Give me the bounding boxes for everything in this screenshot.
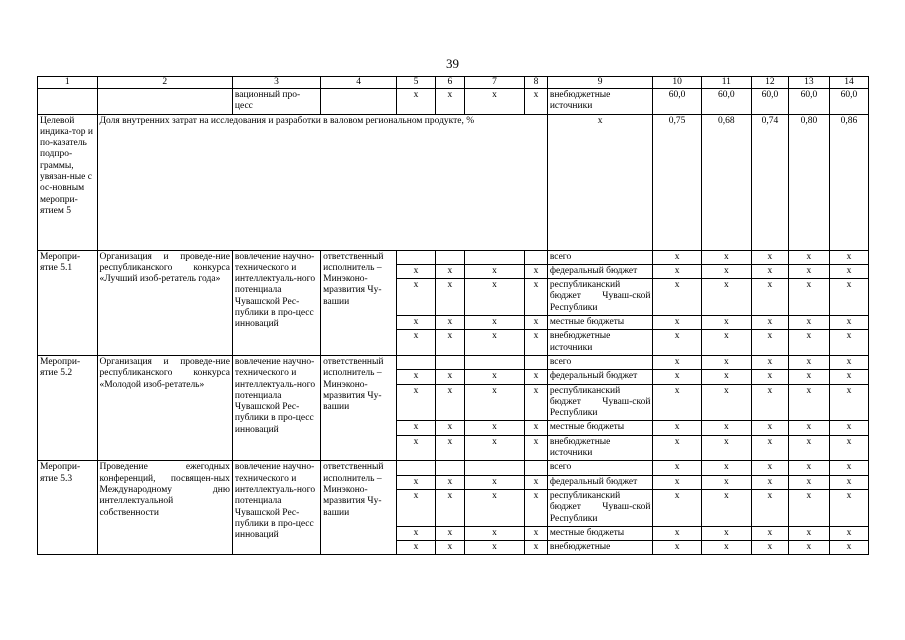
mark-cell: x xyxy=(436,475,465,489)
mark-cell: x xyxy=(464,421,525,435)
column-number: 10 xyxy=(653,77,701,89)
value-cell: x xyxy=(751,526,788,540)
mark-cell: x xyxy=(464,384,525,421)
column-number: 1 xyxy=(38,77,98,89)
value-cell: x xyxy=(701,421,751,435)
value-cell: x xyxy=(653,489,701,526)
value-cell: x xyxy=(653,330,701,356)
mark-cell: x xyxy=(464,526,525,540)
value-cell: x xyxy=(788,541,829,555)
mark-cell: x xyxy=(436,541,465,555)
table-row xyxy=(38,461,869,475)
mark-cell: x xyxy=(464,475,525,489)
mark-cell: x xyxy=(525,526,548,540)
value-cell: x xyxy=(788,316,829,330)
value-cell: 0,80 xyxy=(788,114,829,250)
header-row xyxy=(38,77,869,89)
funding-source: федеральный бюджет xyxy=(547,264,653,278)
value-cell: x xyxy=(829,541,868,555)
column-number: 8 xyxy=(525,77,548,89)
value-cell: x xyxy=(653,435,701,461)
value-cell: x xyxy=(701,279,751,316)
column-number: 4 xyxy=(321,77,397,89)
value-cell: x xyxy=(829,264,868,278)
mark-cell: x xyxy=(525,264,548,278)
column-number: 7 xyxy=(464,77,525,89)
mark-cell: x xyxy=(397,541,436,555)
value-cell: 60,0 xyxy=(653,89,701,115)
funding-source: внебюджетные источники xyxy=(547,330,653,356)
value-cell: x xyxy=(751,461,788,475)
activity-label: Меропри-ятие 5.3 xyxy=(38,461,98,555)
activity-goal: вовлечение научно-технического и интеллектуаль-ного потенциала Чувашской Рес-публики в про-цесс инноваций xyxy=(232,250,320,355)
value-cell: x xyxy=(788,250,829,264)
value-cell: x xyxy=(788,384,829,421)
program-table xyxy=(37,76,869,555)
value-cell: x xyxy=(701,330,751,356)
mark-cell: x xyxy=(525,279,548,316)
value-cell: 60,0 xyxy=(751,89,788,115)
mark-cell xyxy=(436,461,465,475)
value-cell: x xyxy=(701,461,751,475)
activity-name: Проведение ежегодных конференций, посвящен-ных Международному дню интеллектуальной собственности xyxy=(97,461,232,555)
value-cell: x xyxy=(701,475,751,489)
value-cell: 60,0 xyxy=(829,89,868,115)
value-cell: x xyxy=(653,384,701,421)
mark-cell: x xyxy=(436,526,465,540)
mark-cell: x xyxy=(436,435,465,461)
mark-cell: x xyxy=(436,330,465,356)
table-row xyxy=(38,89,869,115)
mark-cell: x xyxy=(436,264,465,278)
value-cell: x xyxy=(829,370,868,384)
mark-cell: x xyxy=(436,489,465,526)
value-cell: x xyxy=(788,355,829,369)
mark-cell: x xyxy=(436,384,465,421)
page-number: 39 xyxy=(446,56,459,71)
mark-cell xyxy=(464,250,525,264)
value-cell: x xyxy=(829,279,868,316)
value-cell: x xyxy=(653,541,701,555)
mark-cell: x xyxy=(464,279,525,316)
value-cell: x xyxy=(788,330,829,356)
mark-cell xyxy=(397,461,436,475)
activity-goal: вовлечение научно-технического и интеллектуаль-ного потенциала Чувашской Рес-публики в про-цесс инноваций xyxy=(232,355,320,460)
value-cell: x xyxy=(701,489,751,526)
mark-cell: x xyxy=(525,330,548,356)
funding-source: всего xyxy=(547,355,653,369)
funding-source: республиканский бюджет Чуваш-ской Республики xyxy=(547,279,653,316)
value-cell: x xyxy=(751,250,788,264)
value-cell: 0,86 xyxy=(829,114,868,250)
mark-cell: x xyxy=(397,89,436,115)
mark-cell: x xyxy=(436,316,465,330)
funding-source: местные бюджеты xyxy=(547,316,653,330)
value-cell: x xyxy=(751,541,788,555)
funding-source: местные бюджеты xyxy=(547,421,653,435)
value-cell: x xyxy=(829,475,868,489)
mark-cell: x xyxy=(397,370,436,384)
table-cell: вационный про- цесс xyxy=(232,89,320,115)
column-number: 9 xyxy=(547,77,653,89)
value-cell: x xyxy=(829,461,868,475)
activity-label: Меропри-ятие 5.2 xyxy=(38,355,98,460)
mark-cell: x xyxy=(436,89,465,115)
activity-label: Меропри-ятие 5.1 xyxy=(38,250,98,355)
value-cell: 0,75 xyxy=(653,114,701,250)
mark-cell: x xyxy=(464,330,525,356)
mark-cell xyxy=(397,355,436,369)
value-cell: x xyxy=(701,316,751,330)
mark-cell: x xyxy=(397,384,436,421)
value-cell: x xyxy=(829,421,868,435)
indicator-label: Целевой индика-тор и по-казатель подпро-граммы, увязан-ные с ос-новным меропри-ятием 5 xyxy=(38,114,98,250)
value-cell: x xyxy=(788,370,829,384)
mark-cell: x xyxy=(397,330,436,356)
mark-cell: x xyxy=(464,435,525,461)
funding-source: республиканский бюджет Чуваш-ской Республики xyxy=(547,489,653,526)
value-cell: 60,0 xyxy=(701,89,751,115)
table-cell xyxy=(38,89,98,115)
mark-cell: x xyxy=(525,541,548,555)
funding-source: местные бюджеты xyxy=(547,526,653,540)
column-number: 6 xyxy=(436,77,465,89)
table-row xyxy=(38,355,869,369)
mark-cell xyxy=(464,461,525,475)
value-cell: x xyxy=(788,421,829,435)
value-cell: x xyxy=(751,264,788,278)
value-cell: x xyxy=(701,250,751,264)
value-cell: x xyxy=(653,279,701,316)
value-cell: x xyxy=(829,489,868,526)
value-cell: x xyxy=(751,355,788,369)
column-number: 2 xyxy=(97,77,232,89)
funding-source: внебюджетные источники xyxy=(547,435,653,461)
mark-cell: x xyxy=(525,316,548,330)
mark-cell: x xyxy=(525,384,548,421)
value-cell: x xyxy=(701,435,751,461)
value-cell: 0,68 xyxy=(701,114,751,250)
value-cell: x xyxy=(829,526,868,540)
value-cell: x xyxy=(751,384,788,421)
value-cell: x xyxy=(701,384,751,421)
value-cell: x xyxy=(829,435,868,461)
column-number: 11 xyxy=(701,77,751,89)
value-cell: x xyxy=(751,370,788,384)
value-cell: x xyxy=(653,475,701,489)
value-cell: x xyxy=(653,461,701,475)
column-number: 14 xyxy=(829,77,868,89)
value-cell: x xyxy=(701,526,751,540)
value-cell: x xyxy=(653,526,701,540)
funding-source: всего xyxy=(547,461,653,475)
activity-goal: вовлечение научно-технического и интеллектуаль-ного потенциала Чувашской Рес-публики в про-цесс инноваций xyxy=(232,461,320,555)
mark-cell: x xyxy=(547,114,653,250)
value-cell: x xyxy=(653,355,701,369)
mark-cell: x xyxy=(525,370,548,384)
mark-cell: x xyxy=(397,526,436,540)
value-cell: x xyxy=(829,355,868,369)
mark-cell: x xyxy=(525,475,548,489)
funding-source: федеральный бюджет xyxy=(547,370,653,384)
mark-cell: x xyxy=(397,489,436,526)
mark-cell: x xyxy=(397,264,436,278)
mark-cell: x xyxy=(436,279,465,316)
value-cell: x xyxy=(751,475,788,489)
column-number: 12 xyxy=(751,77,788,89)
value-cell: x xyxy=(829,384,868,421)
mark-cell: x xyxy=(397,435,436,461)
activity-executor: ответственный исполнитель – Минэконо-мразвития Чу-вашии xyxy=(321,250,397,355)
table-cell xyxy=(97,89,232,115)
value-cell: x xyxy=(701,355,751,369)
value-cell: x xyxy=(653,370,701,384)
mark-cell: x xyxy=(397,316,436,330)
mark-cell: x xyxy=(525,89,548,115)
mark-cell: x xyxy=(397,279,436,316)
value-cell: x xyxy=(829,250,868,264)
value-cell: x xyxy=(751,316,788,330)
value-cell: x xyxy=(788,279,829,316)
value-cell: 0,74 xyxy=(751,114,788,250)
value-cell: x xyxy=(701,370,751,384)
value-cell: x xyxy=(788,264,829,278)
mark-cell: x xyxy=(525,421,548,435)
value-cell: x xyxy=(788,526,829,540)
value-cell: x xyxy=(751,489,788,526)
value-cell: x xyxy=(653,264,701,278)
value-cell: x xyxy=(751,421,788,435)
value-cell: x xyxy=(751,279,788,316)
mark-cell xyxy=(525,355,548,369)
mark-cell: x xyxy=(464,541,525,555)
value-cell: x xyxy=(788,489,829,526)
mark-cell: x xyxy=(436,370,465,384)
mark-cell: x xyxy=(436,421,465,435)
activity-name: Организация и проведе-ние республиканского конкурса «Лучший изоб-ретатель года» xyxy=(97,250,232,355)
mark-cell: x xyxy=(464,89,525,115)
value-cell: x xyxy=(829,330,868,356)
mark-cell xyxy=(525,250,548,264)
activity-executor: ответственный исполнитель – Минэконо-мразвития Чу-вашии xyxy=(321,461,397,555)
value-cell: x xyxy=(751,435,788,461)
value-cell: x xyxy=(751,330,788,356)
value-cell: x xyxy=(788,475,829,489)
value-cell: x xyxy=(653,316,701,330)
table-row xyxy=(38,114,869,250)
value-cell: x xyxy=(788,435,829,461)
mark-cell xyxy=(436,355,465,369)
mark-cell xyxy=(464,355,525,369)
mark-cell xyxy=(397,250,436,264)
funding-source: республиканский бюджет Чуваш-ской Республики xyxy=(547,384,653,421)
column-number: 5 xyxy=(397,77,436,89)
value-cell: x xyxy=(653,250,701,264)
funding-source: внебюджетные xyxy=(547,541,653,555)
column-number: 13 xyxy=(788,77,829,89)
mark-cell: x xyxy=(464,370,525,384)
column-number: 3 xyxy=(232,77,320,89)
value-cell: x xyxy=(788,461,829,475)
funding-source: внебюджетные источники xyxy=(547,89,653,115)
value-cell: x xyxy=(701,541,751,555)
mark-cell: x xyxy=(525,489,548,526)
activity-executor: ответственный исполнитель – Минэконо-мразвития Чу-вашии xyxy=(321,355,397,460)
value-cell: x xyxy=(701,264,751,278)
value-cell: x xyxy=(829,316,868,330)
funding-source: всего xyxy=(547,250,653,264)
table-cell xyxy=(321,89,397,115)
activity-name: Организация и проведе-ние республиканского конкурса «Молодой изоб-ретатель» xyxy=(97,355,232,460)
mark-cell: x xyxy=(464,316,525,330)
mark-cell: x xyxy=(525,435,548,461)
mark-cell xyxy=(525,461,548,475)
table-row xyxy=(38,250,869,264)
mark-cell: x xyxy=(397,475,436,489)
funding-source: федеральный бюджет xyxy=(547,475,653,489)
value-cell: x xyxy=(653,421,701,435)
indicator-text: Доля внутренних затрат на исследования и разработки в валовом региональном продукте, % xyxy=(97,114,547,250)
value-cell: 60,0 xyxy=(788,89,829,115)
mark-cell xyxy=(436,250,465,264)
mark-cell: x xyxy=(464,264,525,278)
mark-cell: x xyxy=(397,421,436,435)
mark-cell: x xyxy=(464,489,525,526)
